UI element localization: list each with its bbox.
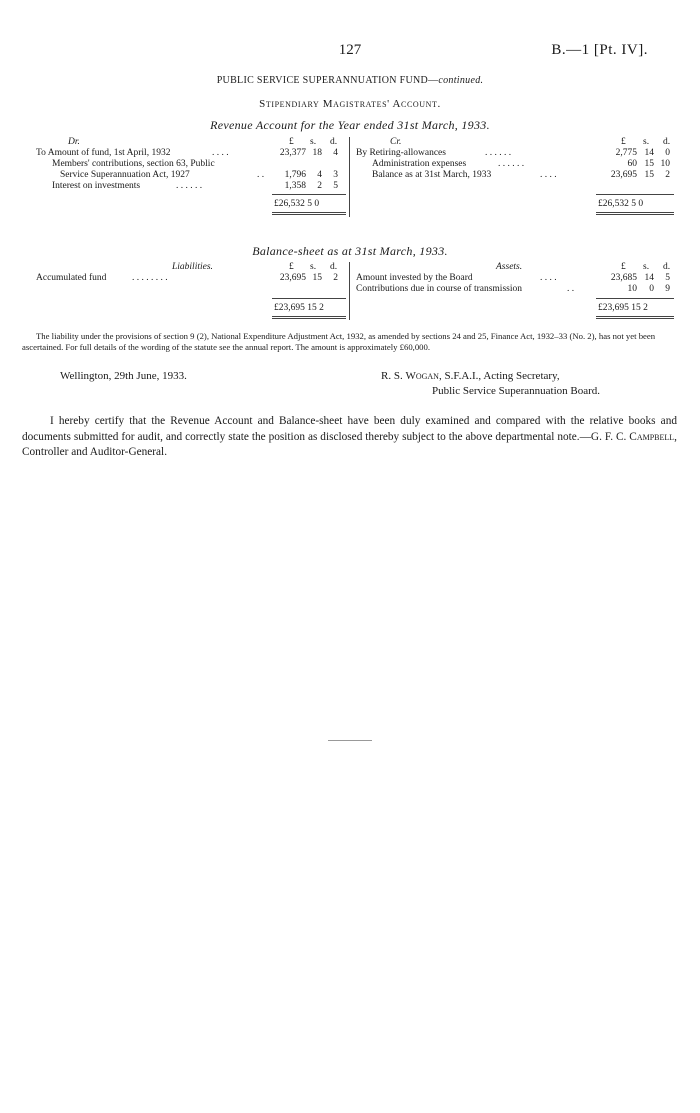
- auditor-title: , Controller and Auditor-General.: [22, 430, 677, 458]
- revenue-cr-pence-header: d.: [663, 137, 671, 147]
- credit-row-dots: . . . . . .: [485, 148, 512, 158]
- account-heading: Stipendiary Magistrates' Account.: [259, 98, 441, 110]
- revenue-cr-total-rule: [596, 212, 674, 213]
- audit-certificate: [22, 414, 677, 461]
- bs-liab-pound-header: £: [289, 262, 294, 272]
- bs-assets-total: £23,695 15 2: [598, 303, 648, 313]
- bs-liab-pence-header: d.: [330, 262, 338, 272]
- signatory-title: , S.F.A.I., Acting Secretary,: [438, 370, 560, 382]
- revenue-dr-total-rule: [272, 212, 346, 213]
- bs-assets-shilling-header: s.: [643, 262, 650, 272]
- balance-sheet-title: Balance-sheet as at 31st March, 1933.: [252, 244, 448, 258]
- bs-assets-pound-header: £: [621, 262, 626, 272]
- credit-row-dots: . . . .: [540, 170, 557, 180]
- credit-row-pounds: 2,775: [615, 148, 637, 158]
- place-date: Wellington, 29th June, 1933.: [60, 370, 187, 382]
- asset-row-pounds: 23,685: [610, 273, 637, 283]
- revenue-cr-total-rule: [596, 214, 674, 215]
- asset-row-dots: . . . .: [540, 273, 557, 283]
- revenue-cr-total: £26,532 5 0: [598, 199, 644, 209]
- revenue-dr-total: £26,532 5 0: [274, 199, 320, 209]
- signatory-prefix: R. S.: [381, 370, 406, 382]
- certificate-text: I hereby certify that the Revenue Account and Balance-sheet have been duly examined and compared with the relative books and documents submitted for audit, and correctly state the position as disclosed thereby subject to the above departmental note.—G. F. C.: [22, 415, 677, 443]
- revenue-cr-pound-header: £: [621, 137, 626, 147]
- fund-heading: [0, 75, 700, 86]
- signatory-board: Public Service Superannuation Board.: [432, 385, 601, 397]
- signatory-surname: Wogan: [405, 370, 439, 382]
- debit-row-pounds: 23,377: [279, 148, 306, 158]
- debit-row-shillings: 18: [312, 148, 322, 158]
- page-end-divider: [328, 740, 372, 741]
- revenue-center-rule: [349, 137, 350, 217]
- debit-row-pence: 5: [333, 181, 338, 191]
- bs-assets-rule: [596, 298, 674, 299]
- revenue-dr-rule: [272, 194, 346, 195]
- revenue-dr-shilling-header: s.: [310, 137, 317, 147]
- liability-row-pence: 2: [333, 273, 338, 283]
- revenue-dr-pence-header: d.: [330, 137, 338, 147]
- bs-assets-pence-header: d.: [663, 262, 671, 272]
- liability-row-text: Accumulated fund: [36, 273, 107, 283]
- credit-row-shillings: 14: [644, 148, 654, 158]
- liability-row-shillings: 15: [312, 273, 322, 283]
- credit-row-text: Balance as at 31st March, 1933: [372, 170, 492, 180]
- revenue-cr-rule: [596, 194, 674, 195]
- dr-label: Dr.: [68, 137, 80, 147]
- fund-heading-continued: continued.: [438, 75, 484, 86]
- liability-row-pounds: 23,695: [279, 273, 306, 283]
- asset-row-dots: . .: [567, 284, 575, 294]
- debit-row-pounds: 1,358: [284, 181, 306, 191]
- revenue-dr-pound-header: £: [289, 137, 294, 147]
- debit-row-shillings: 4: [317, 170, 322, 180]
- debit-row-pence: 4: [333, 148, 338, 158]
- bs-liab-total-rule: [272, 316, 346, 317]
- credit-row-pence: 10: [660, 159, 670, 169]
- debit-row-pence: 3: [333, 170, 338, 180]
- credit-row-pounds: 60: [627, 159, 637, 169]
- liability-note: The liability under the provisions of section 9 (2), National Expenditure Adjustment Act, 1932, as amended by sections 24 and 25, Finance Act, 1932–33 (No. 2), has not yet been ascertained. For full details of the wording of the statute see the annual report. The amount is approximately £60,000.: [22, 331, 656, 352]
- asset-row-text: Amount invested by the Board: [356, 273, 473, 283]
- credit-row-dots: . . . . . .: [498, 159, 525, 169]
- credit-row-pence: 2: [665, 170, 670, 180]
- revenue-cr-shilling-header: s.: [643, 137, 650, 147]
- debit-row-pounds: 1,796: [284, 170, 306, 180]
- revenue-account-title: Revenue Account for the Year ended 31st March, 1933.: [210, 118, 490, 132]
- credit-row-text: By Retiring-allowances: [356, 148, 446, 158]
- asset-row-pounds: 10: [627, 284, 637, 294]
- bs-liab-rule: [272, 298, 346, 299]
- cr-label: Cr.: [390, 137, 402, 147]
- liability-row-dots: . . . . . . . .: [132, 273, 168, 283]
- revenue-dr-total-rule: [272, 214, 346, 215]
- debit-row-text: Service Superannuation Act, 1927: [60, 170, 190, 180]
- debit-row-dots: . .: [257, 170, 265, 180]
- bs-liab-total: £23,695 15 2: [274, 303, 324, 313]
- page-number: 127: [338, 42, 362, 58]
- credit-row-shillings: 15: [644, 159, 654, 169]
- credit-row-pounds: 23,695: [610, 170, 637, 180]
- bs-assets-total-rule: [596, 316, 674, 317]
- credit-row-pence: 0: [665, 148, 670, 158]
- credit-row-text: Administration expenses: [372, 159, 467, 169]
- asset-row-pence: 5: [665, 273, 670, 283]
- bs-liab-shilling-header: s.: [310, 262, 317, 272]
- asset-row-pence: 9: [665, 284, 670, 294]
- debit-row-dots: . . . . . .: [176, 181, 203, 191]
- fund-heading-text: PUBLIC SERVICE SUPERANNUATION FUND—: [216, 75, 439, 86]
- liabilities-label: Liabilities.: [172, 262, 213, 272]
- asset-row-shillings: 14: [644, 273, 654, 283]
- credit-row-shillings: 15: [644, 170, 654, 180]
- bs-assets-total-rule: [596, 318, 674, 319]
- balance-center-rule: [349, 262, 350, 320]
- debit-row-shillings: 2: [317, 181, 322, 191]
- asset-row-shillings: 0: [649, 284, 654, 294]
- debit-row-text: Interest on investments: [52, 181, 141, 191]
- assets-label: Assets.: [496, 262, 523, 272]
- bs-liab-total-rule: [272, 318, 346, 319]
- debit-row-text: To Amount of fund, 1st April, 1932: [36, 148, 171, 158]
- asset-row-text: Contributions due in course of transmission: [356, 284, 522, 294]
- debit-row-text: Members' contributions, section 63, Public: [52, 159, 215, 169]
- auditor-surname: Campbell: [629, 430, 675, 443]
- signatory: [381, 370, 560, 382]
- document-reference: B.—1 [Pt. IV].: [551, 42, 648, 58]
- debit-row-dots: . . . .: [212, 148, 229, 158]
